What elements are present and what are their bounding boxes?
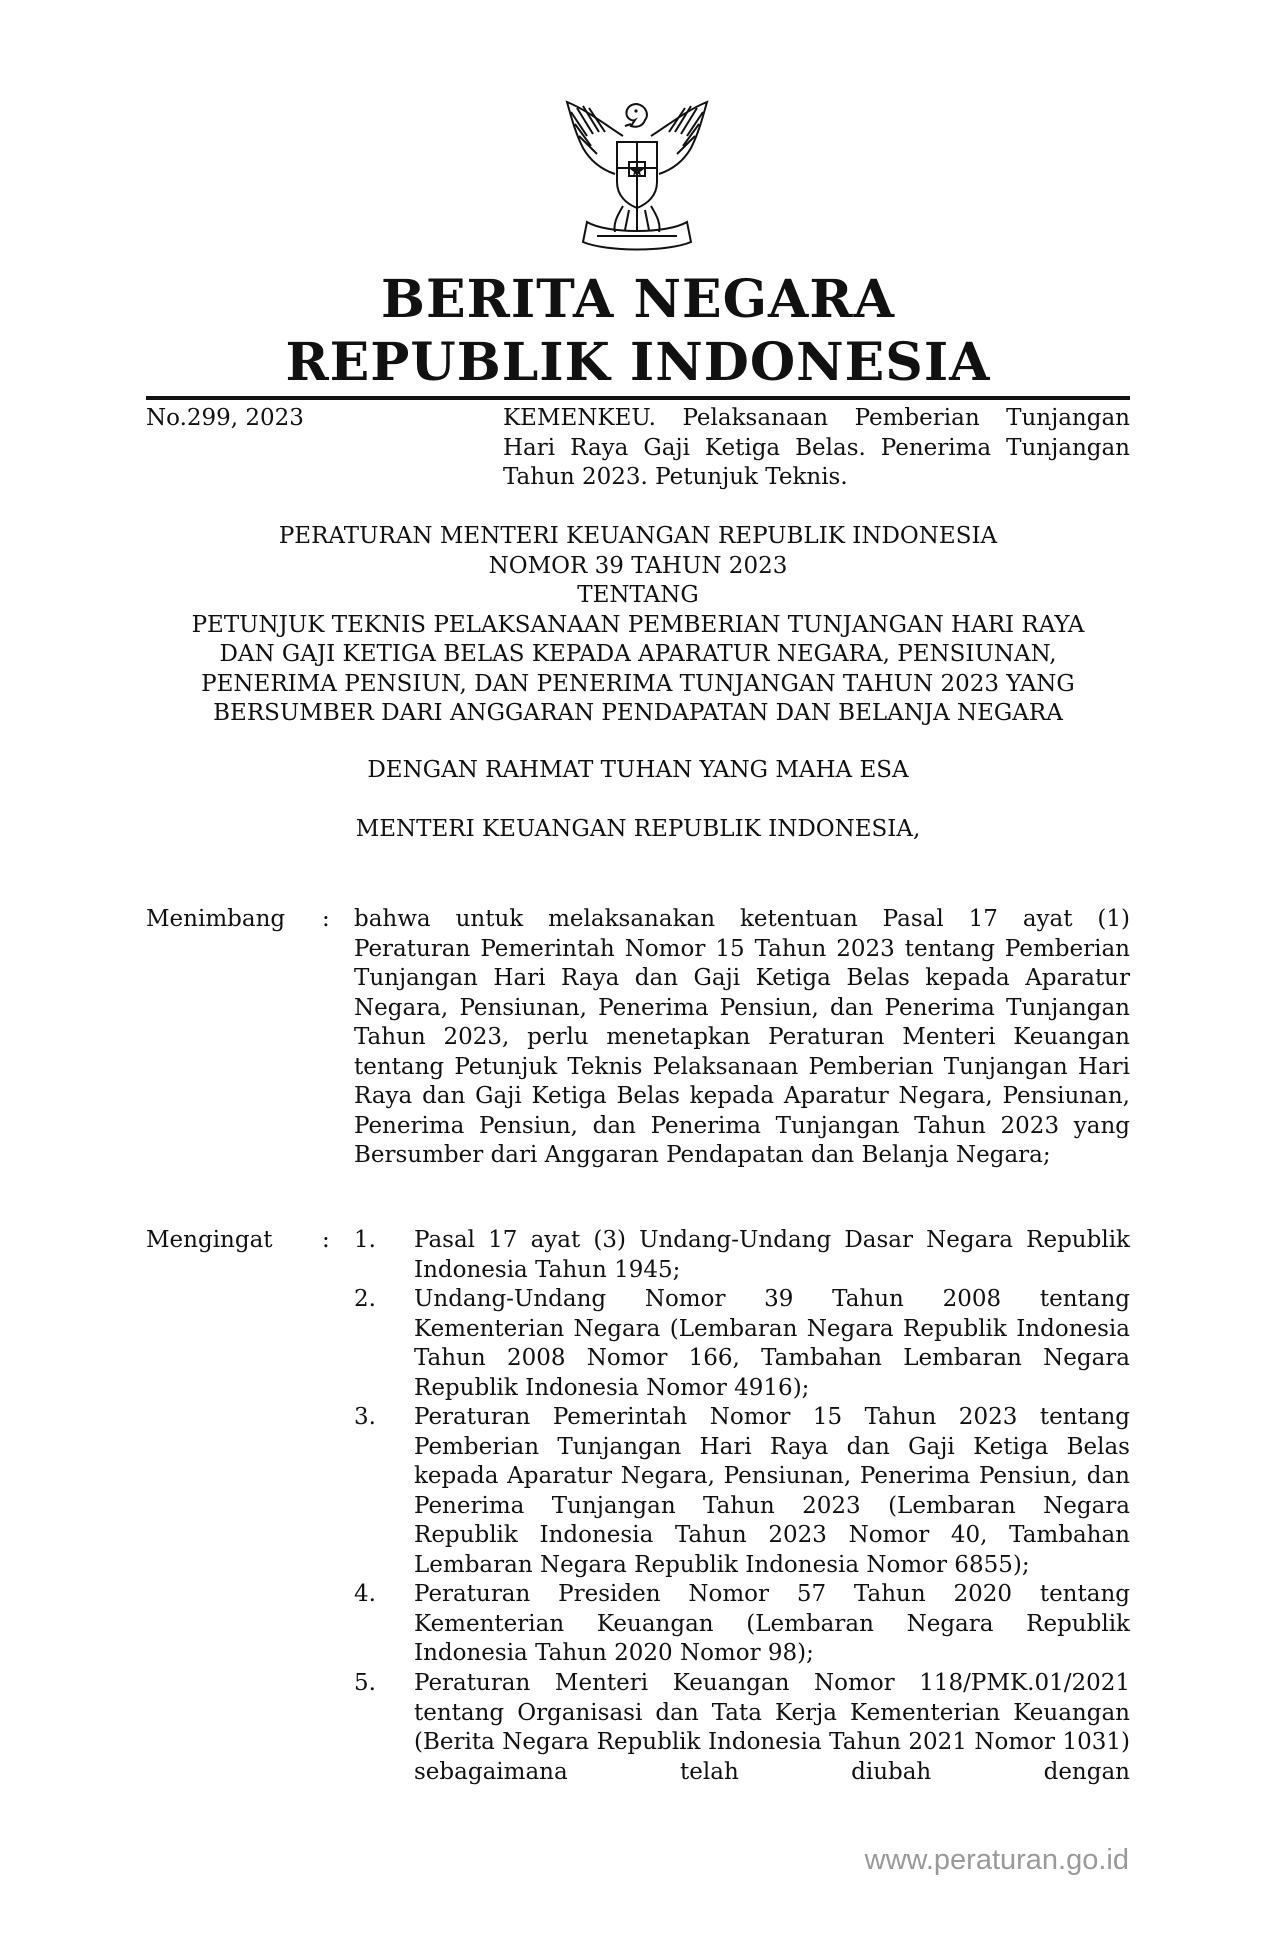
blessing-line: DENGAN RAHMAT TUHAN YANG MAHA ESA bbox=[367, 757, 909, 783]
mengingat-item-number: 3. bbox=[354, 1404, 376, 1430]
masthead-divider bbox=[146, 396, 1130, 400]
mengingat-label: Mengingat bbox=[146, 1227, 273, 1253]
regulation-title bbox=[146, 522, 1130, 729]
menimbang-text: bahwa untuk melaksanakan ketentuan Pasal 17 ayat (1) Peraturan Pemerintah Nomor 15 Tahun 2023 tentang Pemberian Tunjangan Hari Raya dan Gaji Ketiga Belas kepada Aparatur Negara, Pensiunan, Penerima Pensiun, dan Penerima Tunjangan Tahun 2023, perlu menetapkan Peraturan Menteri Keuangan tentang Petunjuk Teknis Pelaksanaan Pemberian Tunjangan Hari Raya dan Gaji Ketiga Belas kepada Aparatur Negara, Pensiunan, Penerima Pensiun, dan Penerima Tunjangan Tahun 2023 yang Bersumber dari Anggaran Pendapatan dan Belanja Negara; bbox=[354, 906, 1130, 1168]
mengingat-item-number: 1. bbox=[354, 1227, 376, 1253]
menimbang-colon: : bbox=[322, 906, 330, 932]
mengingat-colon: : bbox=[322, 1227, 330, 1253]
garuda-pancasila-emblem-icon bbox=[557, 96, 717, 254]
regulation-title-line: PERATURAN MENTERI KEUANGAN REPUBLIK INDONESIA bbox=[278, 523, 998, 549]
regulation-title-line: PETUNJUK TEKNIS PELAKSANAAN PEMBERIAN TUNJANGAN HARI RAYA bbox=[191, 611, 1085, 638]
regulation-title-line: DAN GAJI KETIGA BELAS KEPADA APARATUR NEGARA, PENSIUNAN, bbox=[219, 641, 1057, 667]
masthead-title-line1: BERITA NEGARA bbox=[381, 269, 895, 330]
gazette-subject: KEMENKEU. Pelaksanaan Pemberian Tunjangan Hari Raya Gaji Ketiga Belas. Penerima Tunjangan Tahun 2023. Petunjuk Teknis. bbox=[503, 405, 1130, 490]
regulation-title-line: PENERIMA PENSIUN, DAN PENERIMA TUNJANGAN TAHUN 2023 YANG bbox=[201, 670, 1075, 697]
mengingat-item-text: Pasal 17 ayat (3) Undang-Undang Dasar Negara Republik Indonesia Tahun 1945; bbox=[414, 1227, 1130, 1283]
regulation-title-line: TENTANG bbox=[577, 582, 699, 608]
footer-url: www.peraturan.go.id bbox=[864, 1844, 1129, 1876]
regulation-title-line: BERSUMBER DARI ANGGARAN PENDAPATAN DAN BELANJA NEGARA bbox=[213, 700, 1063, 726]
masthead-title-line2: REPUBLIK INDONESIA bbox=[285, 332, 991, 393]
minister-line: MENTERI KEUANGAN REPUBLIK INDONESIA, bbox=[355, 816, 921, 842]
regulation-title-line: NOMOR 39 TAHUN 2023 bbox=[488, 552, 788, 579]
menimbang-label: Menimbang bbox=[146, 906, 286, 932]
mengingat-item-text: Undang-Undang Nomor 39 Tahun 2008 tentang Kementerian Negara (Lembaran Negara Republik Indonesia Tahun 2008 Nomor 166, Tambahan Lembaran Negara Republik Indonesia Nomor 4916); bbox=[414, 1286, 1130, 1401]
mengingat-item-number: 5. bbox=[354, 1670, 376, 1696]
mengingat-item-text: Peraturan Presiden Nomor 57 Tahun 2020 tentang Kementerian Keuangan (Lembaran Negara Republik Indonesia Tahun 2020 Nomor 98); bbox=[414, 1581, 1130, 1666]
mengingat-item-number: 4. bbox=[354, 1581, 376, 1607]
mengingat-item-number: 2. bbox=[354, 1286, 376, 1312]
mengingat-item-text: Peraturan Menteri Keuangan Nomor 118/PMK.01/2021 tentang Organisasi dan Tata Kerja Kementerian Keuangan (Berita Negara Republik Indonesia Tahun 2021 Nomor 1031) sebagaimana telah diubah dengan bbox=[414, 1670, 1130, 1785]
gazette-number: No.299, 2023 bbox=[146, 405, 304, 431]
mengingat-item-text: Peraturan Pemerintah Nomor 15 Tahun 2023 tentang Pemberian Tunjangan Hari Raya dan Gaji Ketiga Belas kepada Aparatur Negara, Pensiunan, Penerima Pensiun, dan Penerima Tunjangan Tahun 2023 (Lembaran Negara Republik Indonesia Tahun 2023 Nomor 40, Tambahan Lembaran Negara Republik Indonesia Nomor 6855); bbox=[414, 1404, 1130, 1578]
